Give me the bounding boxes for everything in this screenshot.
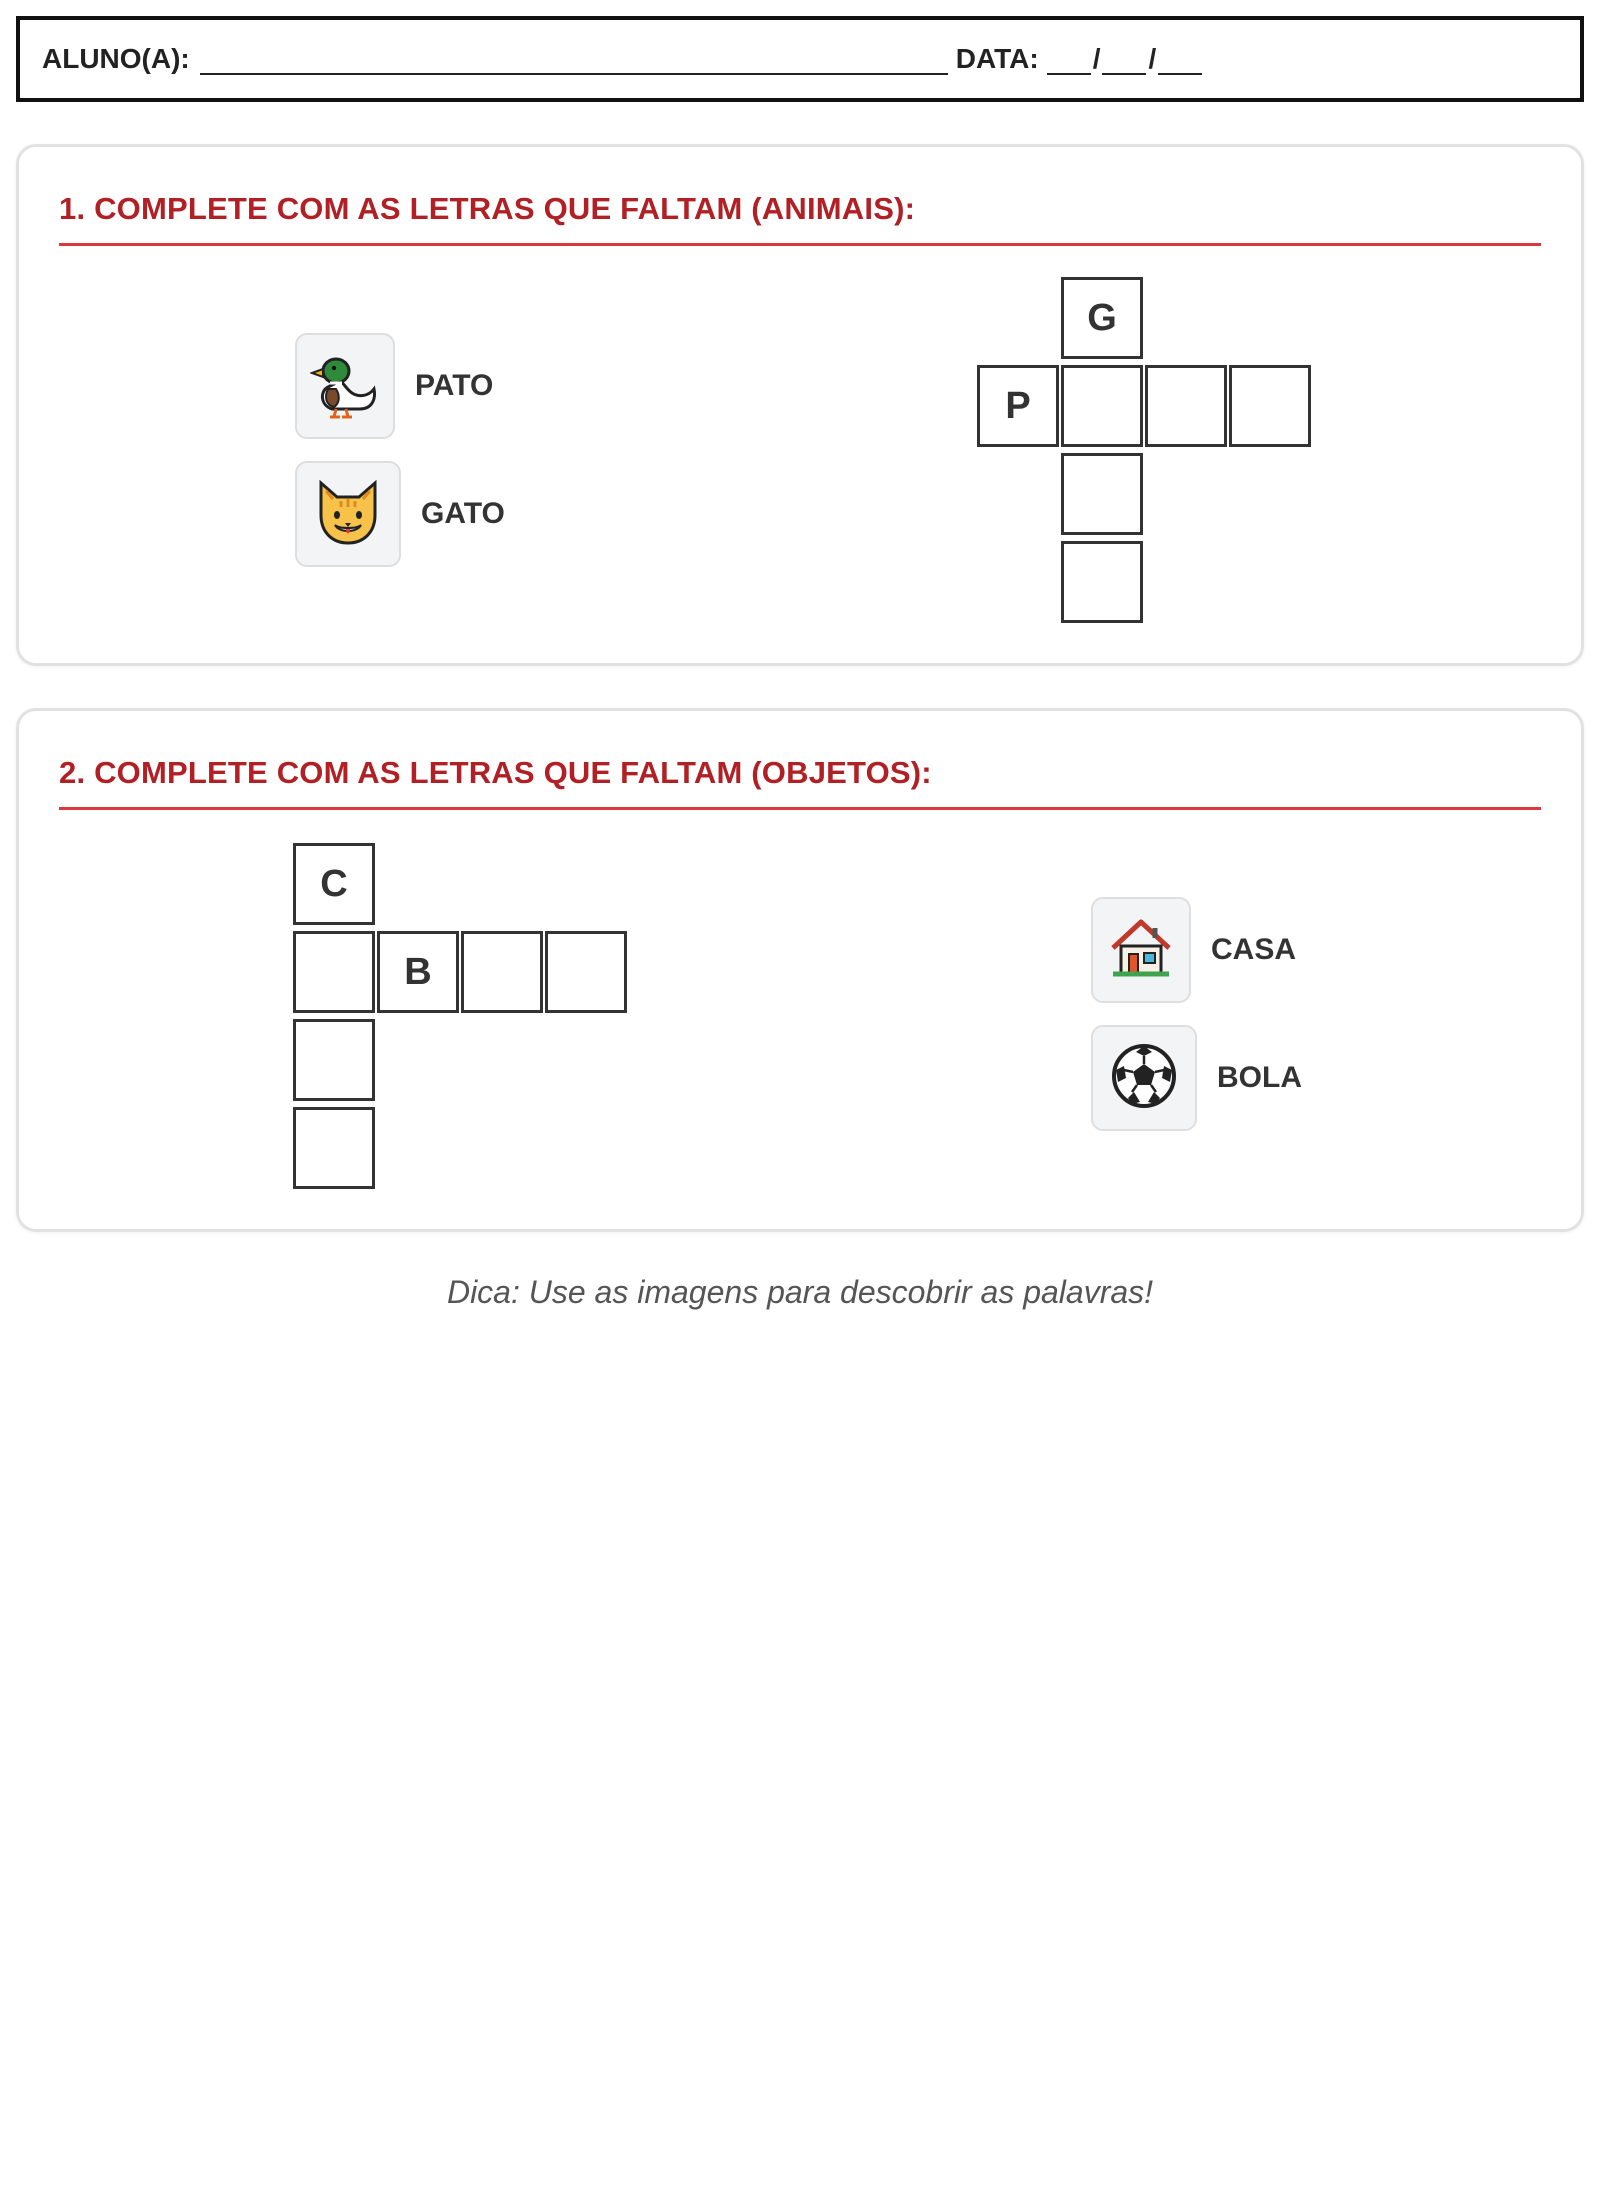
- crossword-cell[interactable]: P: [977, 365, 1059, 447]
- cat-face-icon: [313, 477, 383, 552]
- crossword-cell[interactable]: [1061, 365, 1143, 447]
- word-item-gato: [295, 461, 505, 567]
- crossword-cell[interactable]: [1061, 453, 1143, 535]
- student-header: [16, 16, 1584, 102]
- crossword-cell[interactable]: [293, 1107, 375, 1189]
- date-label: DATA:: [955, 43, 1039, 74]
- word-item-pato: [295, 333, 493, 439]
- crossword-cell[interactable]: [461, 931, 543, 1013]
- section-title: 2. COMPLETE COM AS LETRAS QUE FALTAM (OBJETOS):: [59, 755, 932, 790]
- date-separator: /: [1148, 43, 1157, 74]
- crossword-cell[interactable]: [545, 931, 627, 1013]
- word-label: PATO: [415, 369, 494, 402]
- word-label: CASA: [1211, 933, 1297, 966]
- crossword-cell[interactable]: B: [377, 931, 459, 1013]
- soccer-ball-icon: [1110, 1042, 1178, 1115]
- house-icon: [1109, 916, 1173, 985]
- icon-tile: [295, 333, 395, 439]
- crossword-cell[interactable]: [1145, 365, 1227, 447]
- section-divider: [59, 243, 1541, 246]
- icon-tile: [1091, 1025, 1197, 1131]
- student-name-field[interactable]: [200, 51, 948, 75]
- icon-tile: [1091, 897, 1191, 1003]
- student-name-label: ALUNO(A):: [42, 43, 190, 74]
- crossword-cell[interactable]: [293, 1019, 375, 1101]
- date-year-field[interactable]: [1158, 51, 1202, 75]
- date-day-field[interactable]: [1047, 51, 1091, 75]
- hint-text: Dica: Use as imagens para descobrir as palavras!: [446, 1274, 1154, 1310]
- date-separator: /: [1092, 43, 1101, 74]
- date-month-field[interactable]: [1102, 51, 1146, 75]
- crossword-cell[interactable]: G: [1061, 277, 1143, 359]
- section-objects: [16, 708, 1584, 1232]
- word-item-bola: [1091, 1025, 1302, 1131]
- crossword-cell[interactable]: [1061, 541, 1143, 623]
- word-item-casa: [1091, 897, 1296, 1003]
- section-title: 1. COMPLETE COM AS LETRAS QUE FALTAM (ANIMAIS):: [59, 191, 916, 226]
- duck-icon: [310, 347, 380, 426]
- icon-tile: [295, 461, 401, 567]
- word-label: BOLA: [1217, 1061, 1302, 1094]
- word-label: GATO: [421, 497, 505, 530]
- crossword-cell[interactable]: [1229, 365, 1311, 447]
- section-animals: [16, 144, 1584, 666]
- section-divider: [59, 807, 1541, 810]
- crossword-cell[interactable]: C: [293, 843, 375, 925]
- crossword-cell[interactable]: [293, 931, 375, 1013]
